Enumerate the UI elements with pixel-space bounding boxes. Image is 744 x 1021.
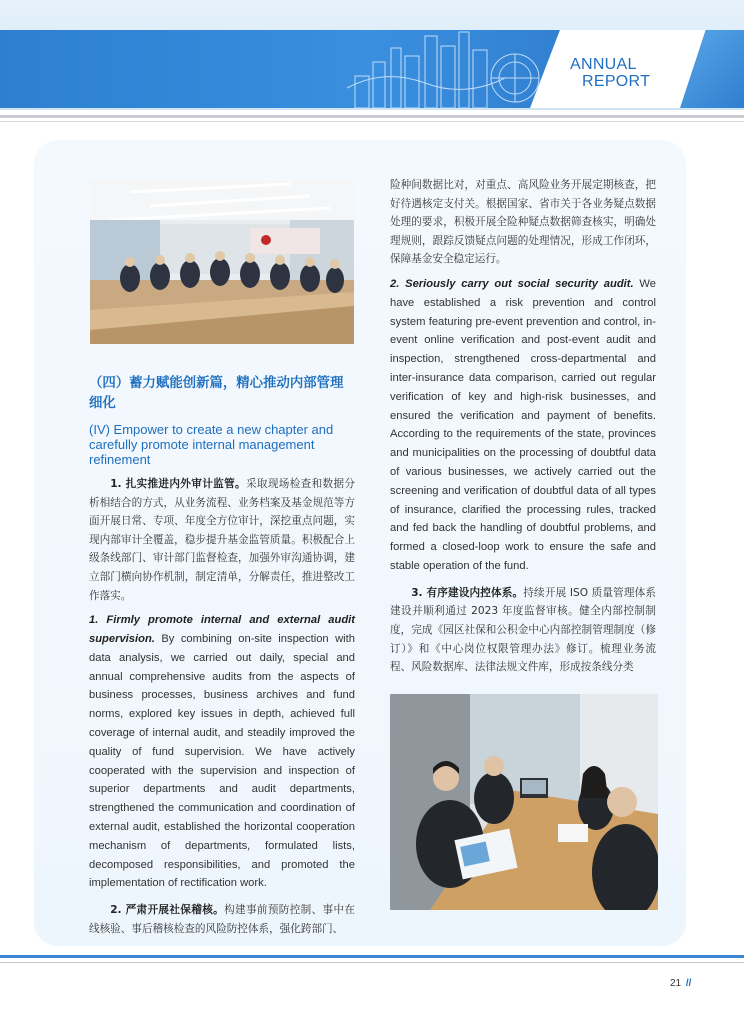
paragraph-2-cn-text: 构建事前预防控制、事中在线核验、事后稽核检查的风险防控体系，强化跨部门、 <box>89 904 355 935</box>
paragraph-2-cn <box>89 901 355 938</box>
paragraph-2-cn-lead: 2. 严肃开展社保稽核。 <box>110 904 225 917</box>
city-skyline-graphic <box>345 28 555 108</box>
report-title-line2: REPORT <box>582 73 651 90</box>
page-number-mark: // <box>685 978 692 989</box>
paragraph-3-cn-lead: 3. 有序建设内控体系。 <box>411 586 524 599</box>
paragraph-3-cn-text: 持续开展 ISO 质量管理体系建设并顺利通过 2023 年度监督审核。健全内部控制制度，完成《园区社保和公积金中心内部控制管理制度（修订）》和《中心岗位权限管理办法》修订。梳理业务流程、风险数据库、法律法规文件库，形成按条线分类 <box>390 586 656 674</box>
paragraph-1-en-lead: 1. Firmly promote internal and external audit supervision. <box>89 614 355 645</box>
report-title-line1: ANNUAL <box>570 56 637 73</box>
right-text-column <box>390 176 656 683</box>
paragraph-1-cn-text: 采取现场检查和数据分析相结合的方式，从业务流程、业务档案及基金规范等方面开展日常、专项、年度全方位审计，深挖重点问题，实现内部审计全覆盖，稳步提升基金监管质量。积极配合上级条线部门、审计部门监督检查，加强外审沟通协调，建立部门横向协作机制，制定清单，分解责任，推进整改工作落实。 <box>89 478 355 602</box>
paragraph-1-cn-lead: 1. 扎实推进内外审计监管。 <box>110 478 246 490</box>
header-divider-thin <box>0 121 744 122</box>
paragraph-1-en-text: By combining on-site inspection with data analysis, we carried out daily, special and annual comprehensive audits from the aspects of business processes, business archives and fund norms, explored key issues in depth, achieved full coverage of internal audit, and steadily improved the quality of fund supervision. We have actively cooperated with the supervision and inspection of superior departments and audit departments, strengthened the communication and coordination of external audit, established the horizontal cooperation mechanism of departments, formulated lists, decomposed responsibilities, and promoted the implementation of rectification work. <box>89 632 355 890</box>
page-number <box>670 978 691 989</box>
left-text-column <box>89 374 355 944</box>
paragraph-2-en <box>390 275 656 576</box>
paragraph-2-en-text: We have established a risk prevention and control system featuring pre-event prevention and control, in-event online verification and post-event audit and inspection, strengthened cross-departmental and inter-insurance data comparison, carried out regular verification of key and high-risk businesses, and ensured the verification and payment of benefits. According to the requirements of the state, provinces and municipalities on the processing of doubtful data of various businesses, we actively carried out the screening and verification of doubtful data of all types of insurance, clarified the processing rules, tracked and fed back the handling of doubtful problems, and formed a closed-loop work to ensure the safe and stable operation of the fund. <box>390 277 657 572</box>
paragraph-2-cn-continued: 险种间数据比对，对重点、高风险业务开展定期核查，把好待遇核定支付关。根据国家、省市关于各业务疑点数据处理的要求，积极开展全险种疑点数据筛查核实，明确处理规则，跟踪反馈疑点问题的处理情况，形成工作闭环，保障基金安全稳定运行。 <box>390 179 656 266</box>
paragraph-1-cn <box>89 475 355 605</box>
paragraph-3-cn <box>390 584 656 677</box>
footer-divider-thin <box>0 962 744 963</box>
annual-report-title <box>570 56 680 90</box>
section-heading-cn: （四）蓄力赋能创新篇，精心推动内部管理细化 <box>89 376 344 411</box>
page-number-value: 21 <box>670 978 682 989</box>
meeting-room-photo <box>90 180 354 344</box>
section-heading-en: (IV) Empower to create a new chapter and carefully promote internal management refinement <box>89 422 334 467</box>
office-discussion-photo <box>390 694 658 910</box>
footer-divider <box>0 955 744 958</box>
paragraph-1-en <box>89 611 355 893</box>
paragraph-2-en-lead: 2. Seriously carry out social security audit. <box>390 277 634 290</box>
header-divider <box>0 115 744 118</box>
